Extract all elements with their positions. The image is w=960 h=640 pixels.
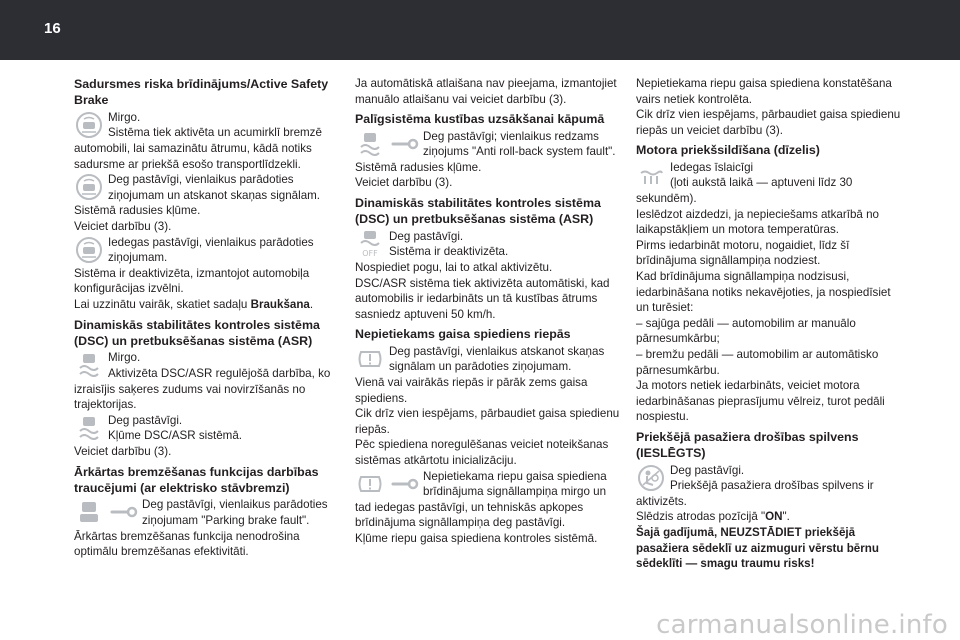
manual-release-note: Ja automātiskā atlaišana nav pieejama, izmantojiet manuālo atlaišanu vai veiciet darbību (3). (355, 77, 617, 106)
collision-warning-item-1: Mirgo. Sistēma tiek aktivēta un acumirklī bremzē automobili, lai samazinātu ātrumu, kādā notiks sadursme ar priekšā esošo transportlīdzekli. (74, 110, 322, 171)
preheating-icon (636, 160, 666, 190)
preheating-item-1: Iedegas īslaicīgi (ļoti aukstā laikā — aptuveni līdz 30 sekundēm). Ieslēdzot aizdedzi, ja nepieciešams atkarībā no laikapstākļiem un motora temperatūras. Pirms iedarbināt motoru, nogaidiet, līdz šī brīdinājuma signāllampiņa nodziest. Kad brīdinājuma signāllampiņa nodzisusi, iedarbināšana notiks nekavējoties, ja nospiedīsiet un turēsiet: – sajūga pedāli — automobilim ar manuālo pārnesumkārbu; – bremžu pedāli — automobilim ar automātisko pārnesumkārbu. Ja motors netiek iedarbināts, veiciet motora iedarbināšanas pieprasījumu vēlreiz, turot pedāli nospiestu. (636, 160, 891, 424)
column-1 (74, 76, 338, 560)
wrench-icon (391, 477, 419, 491)
dsc-off-icon (355, 229, 385, 259)
section-title-emergency-braking: Ārkārtas bremzēšanas funkcijas darbības traucējumi (ar elektrisko stāvbremzi) (74, 464, 319, 495)
section-title-dsc-asr: Dinamiskās stabilitātes kontroles sistēma (DSC) un pretbuksēšanas sistēma (ASR) (74, 317, 320, 348)
collision-warning-icon (74, 235, 104, 265)
collision-warning-icon (74, 110, 104, 140)
dsc-asr-item-2: Deg pastāvīgi. Kļūme DSC/ASR sistēmā. Veiciet darbību (3). (74, 413, 243, 458)
section-title-collision-warning: Sadursmes riska brīdinājums/Active Safety Brake (74, 77, 329, 108)
tyre-pressure-icon (355, 344, 385, 374)
section-title-preheating: Motora priekšsildīšana (dīzelis) (636, 143, 820, 158)
page-number: 16 (44, 20, 61, 37)
dsc-asr-icon (74, 413, 104, 443)
dsc-asr-icon (74, 350, 104, 380)
section-title-hill-start: Palīgsistēma kustības uzsākšanai kāpumā (355, 112, 605, 127)
hill-start-item-1: Deg pastāvīgi; vienlaikus redzams ziņojums "Anti roll-back system fault". Sistēmā radusies kļūme. Veiciet darbību (3). (355, 129, 616, 190)
passenger-airbag-item-1: Deg pastāvīgi. Priekšējā pasažiera drošības spilvens ir aktivizēts. (636, 463, 874, 508)
tyre-pressure-item-2: Nepietiekama riepu gaisa spiediena brīdinājuma signāllampiņa mirgo un tad iedegas pastāvīgi, un tehniskās apkopes brīdinājuma signāllampiņa deg pastāvīgi. Kļūme riepu gaisa spiediena kontroles sistēmā. (355, 469, 607, 545)
watermark: carmanualsonline.info (656, 610, 948, 640)
section-title-dsc-asr-off: Dinamiskās stabilitātes kontroles sistēma (DSC) un pretbuksēšanas sistēma (ASR) (355, 195, 601, 227)
wrench-icon (391, 137, 419, 151)
hill-start-icon (355, 129, 385, 159)
airbag-on-icon (636, 463, 666, 493)
page-header-bar (0, 0, 960, 60)
column-2 (355, 76, 621, 546)
collision-warning-icon (74, 172, 104, 202)
switch-position-note: Slēdzis atrodas pozīcijā "ON". (636, 510, 790, 524)
brake-fault-icon (74, 497, 104, 527)
column-3 (636, 76, 906, 572)
dsc-asr-off-item-1: Deg pastāvīgi. Sistēma ir deaktivizēta. Nospiediet pogu, lai to atkal aktivizētu. DSC/ASR sistēma tiek aktivizēta automātiski, kad automobilis ir iedarbināts un tā kustības ātrums sasniedz aptuveni 50 km/h. (355, 229, 610, 321)
tyre-pressure-continued: Nepietiekama riepu gaisa spiediena konstatēšana vairs netiek kontrolēta. Cik drīz vien iespējams, pārbaudiet gaisa spiedienu riepās un veiciet darbību (3). (636, 77, 901, 137)
collision-warning-item-3: Iedegas pastāvīgi, vienlaikus parādoties ziņojumam. Sistēma ir deaktivizēta, izmantojot automobiļa konfigurācijas izvēlni. (74, 235, 314, 296)
emergency-braking-item-1: Deg pastāvīgi, vienlaikus parādoties ziņojumam "Parking brake fault". Ārkārtas bremzēšanas funkcija nenodrošina optimālu bremzēšanas efektivitāti. (74, 498, 328, 559)
collision-warning-item-2: Deg pastāvīgi, vienlaikus parādoties ziņojumam un atskanot skaņas signālam. Sistēmā radusies kļūme. Veiciet darbību (3). (74, 173, 321, 233)
section-title-passenger-airbag: Priekšējā pasažiera drošības spilvens (IESLĒGTS) (636, 429, 859, 461)
tyre-pressure-icon (355, 469, 385, 499)
section-title-tyre-pressure: Nepietiekams gaisa spiediens riepās (355, 327, 571, 342)
wrench-icon (110, 505, 138, 519)
tyre-pressure-item-1: Deg pastāvīgi, vienlaikus atskanot skaņas signālam un parādoties ziņojumam. Vienā vai vairākās riepās ir pārāk zems gaisa spiediens. Cik drīz vien iespējams, pārbaudiet gaisa spiedienu riepās. Pēc spiediena noregulēšanas veiciet noteikšanas sistēmas atkārtotu inicializāciju. (355, 344, 620, 467)
child-seat-warning: Šajā gadījumā, NEUZSTĀDIET priekšējā pasažiera sēdeklī uz aizmuguri vērstu bērnu sēdeklīti — smagu traumu risks! (636, 526, 879, 571)
driving-reference: Lai uzzinātu vairāk, skatiet sadaļu Braukšana. (74, 297, 314, 311)
dsc-asr-item-1: Mirgo. Aktivizēta DSC/ASR regulējošā darbība, ko izraisījis saķeres zudums vai novirzīšanās no trajektorijas. (74, 351, 331, 412)
